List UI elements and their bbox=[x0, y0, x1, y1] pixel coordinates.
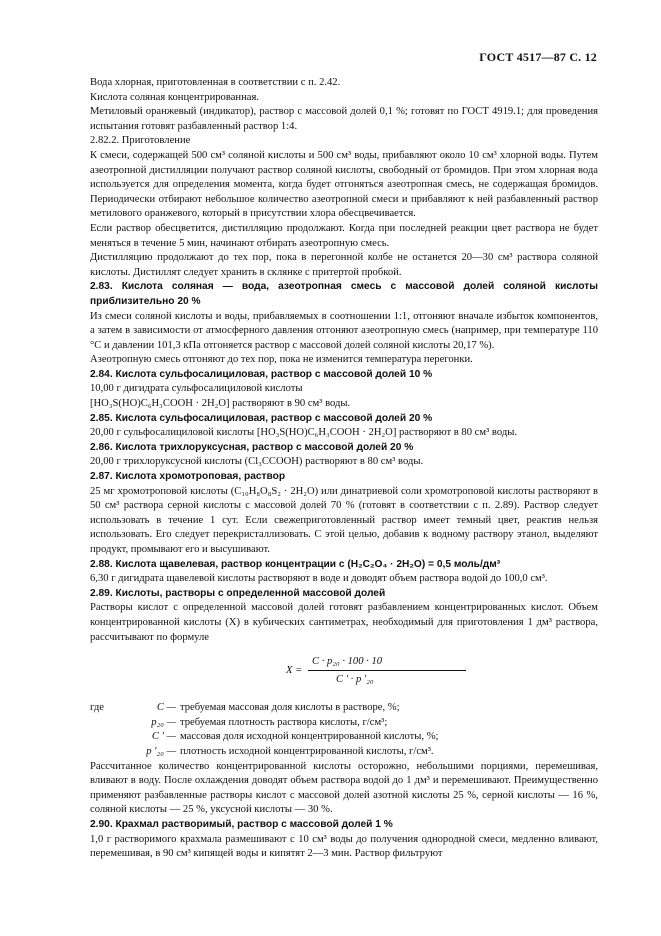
variable-row bbox=[90, 716, 598, 731]
fraction-bar bbox=[308, 670, 466, 671]
formula-denominator: C ′ · p ′₂₀ bbox=[336, 674, 374, 686]
section-heading: 2.87. Кислота хромотроповая, раствор bbox=[90, 471, 286, 483]
variable-symbol: C ′ — bbox=[151, 731, 176, 743]
paragraph: 2.82.2. Приготовление bbox=[90, 135, 191, 147]
paragraph: 1,0 г растворимого крахмала размешивают с 10 см³ воды до получения однородной смеси, медленно вливают, перемешивая, в 90 см³ кипящей воды и кипятят 2—3 мин. Раствор фильтруют bbox=[90, 833, 598, 860]
section-heading: 2.90. Крахмал растворимый, раствор с массовой долей 1 % bbox=[90, 818, 393, 830]
variable-symbol: p ′₂₀ — bbox=[146, 745, 176, 757]
variable-list bbox=[90, 701, 598, 759]
paragraph: Рассчитанное количество концентрированной кислоты осторожно, небольшими порциями, перемешивая, вливают в воду. После охлаждения доводят объем раствора водой до 1 дм³ и перемешивают. Преимущественно применяют разбавленные растворы кислот с массовой долей азотной кислоты 25 %, серной кислоты — 16 %, соляной кислоты — 25 %, уксусной кислоты — 30 %. bbox=[90, 760, 598, 816]
paragraph: Растворы кислот с определенной массовой долей готовят разбавлением концентрированных кислот. Объем концентрированной кислоты (X) в кубических сантиметрах, необходимый для приготовления 1 дм³ раствора, рассчитывают по формуле bbox=[90, 602, 598, 643]
paragraph: Если раствор обесцветится, дистилляцию продолжают. Когда при последней реакции цвет раствора не будет меняться в течение 5 мин, начинают отбирать азеотропную смесь. bbox=[90, 222, 598, 249]
variable-row bbox=[90, 701, 598, 716]
variable-lead bbox=[90, 730, 132, 745]
variable-lead bbox=[90, 716, 132, 731]
paragraph: 10,00 г дигидрата сульфосалициловой кислоты bbox=[90, 383, 303, 395]
variable-description: требуемая массовая доля кислоты в растворе, %; bbox=[180, 702, 400, 714]
variable-lead: где bbox=[90, 702, 104, 714]
paragraph: [HO₃S(HO)C₆H₃COOH · 2H₂O] растворяют в 90 см³ воды. bbox=[90, 398, 351, 410]
variable-symbol: p₂₀ — bbox=[151, 716, 176, 728]
variable-description: требуемая плотность раствора кислоты, г/см³; bbox=[180, 716, 388, 728]
variable-row bbox=[90, 730, 598, 745]
section-heading: 2.88. Кислота щавелевая, раствор концентрации c (H₂C₂O₄ · 2H₂O) = 0,5 моль/дм³ bbox=[90, 558, 501, 570]
section-heading: 2.85. Кислота сульфосалициловая, раствор с массовой долей 20 % bbox=[90, 412, 433, 424]
formula-numerator: C · p₂₀ · 100 · 10 bbox=[312, 656, 383, 668]
variable-lead bbox=[90, 745, 132, 760]
section-heading: 2.84. Кислота сульфосалициловая, раствор с массовой долей 10 % bbox=[90, 368, 433, 380]
variable-description: массовая доля исходной концентрированной кислоты, %; bbox=[180, 731, 439, 743]
paragraph-block bbox=[90, 76, 598, 645]
variable-row bbox=[90, 745, 598, 760]
variable-description: плотность исходной концентрированной кислоты, г/см³. bbox=[180, 745, 434, 757]
page-header: ГОСТ 4517—87 С. 12 bbox=[479, 50, 597, 64]
paragraph: Кислота соляная концентрированная. bbox=[90, 91, 259, 103]
paragraph: 6,30 г дигидрата щавелевой кислоты растворяют в воде и доводят объем раствора водой до 100,0 см³. bbox=[90, 573, 548, 585]
formula-lhs: X = bbox=[286, 665, 303, 677]
paragraph: 20,00 г трихлоруксусной кислоты (Cl₃CCOOH) растворяют в 80 см³ воды. bbox=[90, 456, 424, 468]
paragraph: 20,00 г сульфосалициловой кислоты [HO₃S(HO)C₆H₃COOH · 2H₂O] растворяют в 80 см³ воды. bbox=[90, 427, 517, 439]
formula bbox=[90, 653, 598, 691]
variable-symbol: C — bbox=[156, 702, 176, 714]
paragraph: Дистилляцию продолжают до тех пор, пока в перегонной колбе не останется 20—30 см³ раствора соляной кислоты. Дистиллят следует хранить в склянке с притертой пробкой. bbox=[90, 252, 598, 278]
paragraph: Из смеси соляной кислоты и воды, прибавляемых в соотношении 1:1, отгоняют вначале избыток компонентов, а затем в зависимости от атмосферного давления отгоняют азеотропную смесь (например, при температуре 110 °С и давлении 101,3 кПа отгоняется раствор с массовой долей соляной кислоты 20,17 %). bbox=[90, 310, 598, 351]
document-body bbox=[90, 76, 598, 862]
paragraph: Метиловый оранжевый (индикатор), раствор с массовой долей 0,1 %; готовят по ГОСТ 4919.1; для проведения испытания готовят разбавленный раствор 1:4. bbox=[90, 106, 598, 132]
paragraph-block-tail bbox=[90, 760, 598, 862]
paragraph: 25 мг хромотроповой кислоты (C₁₀H₈O₈S₂ · 2H₂O) или динатриевой соли хромотроповой кислоты растворяют в 50 см³ раствора серной кислоты с массовой долей 70 % (готовят в соответствии с п. 2.89). Раствор следует использовать в течение 1 сут. Если свежеприготовленный раствор имеет темный цвет, реактив нельзя использовать. Его следует перекристаллизовать. С этой целью, добавив к водному раствору этанол, выделяют продукт, промывают его и высушивают. bbox=[90, 485, 598, 555]
paragraph: Азеотропную смесь отгоняют до тех пор, пока не изменится температура перегонки. bbox=[90, 354, 473, 366]
section-heading: 2.89. Кислоты, растворы с определенной массовой долей bbox=[90, 587, 386, 599]
paragraph: Вода хлорная, приготовленная в соответствии с п. 2.42. bbox=[90, 77, 341, 88]
section-heading: 2.86. Кислота трихлоруксусная, раствор с массовой долей 20 % bbox=[90, 441, 414, 453]
section-heading: 2.83. Кислота соляная — вода, азеотропная смесь с массовой долей соляной кислоты приблизительно 20 % bbox=[90, 281, 598, 307]
paragraph: К смеси, содержащей 500 см³ соляной кислоты и 500 см³ воды, прибавляют около 10 см³ хлорной воды. Путем азеотропной дистилляции получают раствор соляной кислоты, свободный от бромидов. При этом хлорная вода используется для определения момента, когда будет отгоняться азеотропная смесь, не содержащая бромидов. Периодически отбирают небольшое количество азеотропной смеси и прибавляют к ней разбавленный раствор метилового оранжевого, который в присутствии хлора обесцвечивается. bbox=[90, 149, 598, 220]
